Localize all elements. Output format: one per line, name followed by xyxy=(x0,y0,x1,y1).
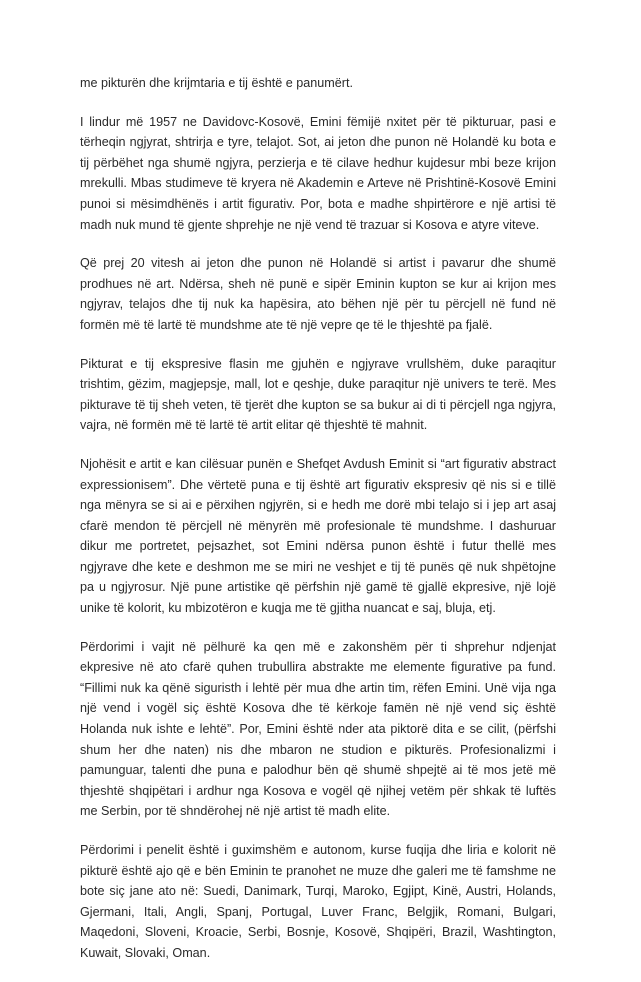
article-body xyxy=(80,73,556,982)
paragraph-2: I lindur më 1957 ne Davidovc-Kosovë, Emini fëmijë nxitet për të pikturuar, pasi e tërheqin ngjyrat, shtrirja e tyre, telajot. Sot, ai jeton dhe punon në Holandë ku bota e tij përbëhet nga shumë ngjyra, perzierja e të cilave hedhur kujdesur mbi beze krijon mrekulli. Mbas studimeve të kryera në Akademin e Arteve në Prishtinë-Kosovë Emini punoi si mësimdhënës i artit figurativ. Por, bota e madhe shpirtërore e një artisi të madh nuk mund të gjente shprehje ne një vend të trazuar si Kosova e atyre viteve. xyxy=(80,114,556,232)
paragraph-6: Përdorimi i vajit në pëlhurë ka qen më e zakonshëm për ti shprehur ndjenjat ekpresive në ato cfarë quhen trubullira abstrakte me elemente figurative pa fund. “Fillimi nuk ka qënë siguristh i lehtë për mua dhe artin tim, rëfen Emini. Unë vija nga një vend i vogël siç është Kosova dhe të kërkoje famën në një vend siç është Holanda nuk ishte e lehtë”. Por, Emini është nder ata piktorë dita e se cilit, (përfshi shum her dhe naten) nis dhe mbaron ne studion e pikturës. Profesionalizmi i pamunguar, talenti dhe puna e palodhur bën që shumë shpejtë ai të mos jetë më thjeshtë shqipëtari i ardhur nga Kosova e vogël që njihej vetëm për shkak të luftës me Serbin, por të shndërohej në një artist të madh elite. xyxy=(80,639,556,819)
paragraph-3: Që prej 20 vitesh ai jeton dhe punon në Holandë si artist i pavarur dhe shumë prodhues në art. Ndërsa, sheh në punë e sipër Eminin kupton se kur ai krijon mes ngjyrav, telajos dhe tij nuk ka hapësira, ato bëhen një për tu përcjell në fund në formën më të lartë të mundshme ate të një vepre qe të le thjeshtë pa fjalë. xyxy=(80,256,556,332)
paragraph-5: Njohësit e artit e kan cilësuar punën e Shefqet Avdush Eminit si “art figurativ abstract expressionisem”. Dhe vërtetë puna e tij është art figurativ ekspresiv që nis si e tillë nga mënyra se si ai e përxihen ngjyrën, si e hedh me dorë mbi telajo si i jep art asaj cfarë mendon të përcjell në mënyrën më profesionale të mundshme. I dashuruar dikur me portretet, pejsazhet, sot Emini ndërsa punon është i futur thellë mes ngjyrave dhe kete e deshmon me se miri ne veshjet e tij të punës që nuk shpëtojne pa u ngjyrosur. Një pune artistike që përfshin një gamë të gjallë ekpresive, një lojë unike të kolorit, ku mbizotëron e kuqja me të gjitha nuancat e saj, bluja, etj. xyxy=(80,456,556,616)
paragraph-4: Pikturat e tij ekspresive flasin me gjuhën e ngjyrave vrullshëm, duke paraqitur trishtim, gëzim, magjepsje, mall, lot e qeshje, duke paraqitur një univers te terë. Mes pikturave të tij sheh veten, të tjerët dhe kupton se sa bukur ai di ti përcjell nga ngjyra, vajra, në formën më të lartë të artit elitar që thjeshtë të mahnit. xyxy=(80,356,556,433)
paragraph-1: me pikturën dhe krijmtaria e tij është e panumërt. xyxy=(80,76,353,90)
paragraph-7: Përdorimi i penelit është i guximshëm e autonom, kurse fuqija dhe liria e kolorit në pikturë është ajo që e bën Eminin te pranohet ne muze dhe galeri me të famshme ne bote siç jane ato në: Suedi, Danimark, Turqi, Maroko, Egjipt, Kinë, Austri, Holands, Gjermani, Itali, Angli, Spanj, Portugal, Luver Franc, Belgjik, Romani, Bulgari, Maqedoni, Sloveni, Kroacie, Serbi, Bosnje, Kosovë, Shqipëri, Brazil, Washtington, Kuwait, Slovaki, Oman. xyxy=(80,843,556,960)
